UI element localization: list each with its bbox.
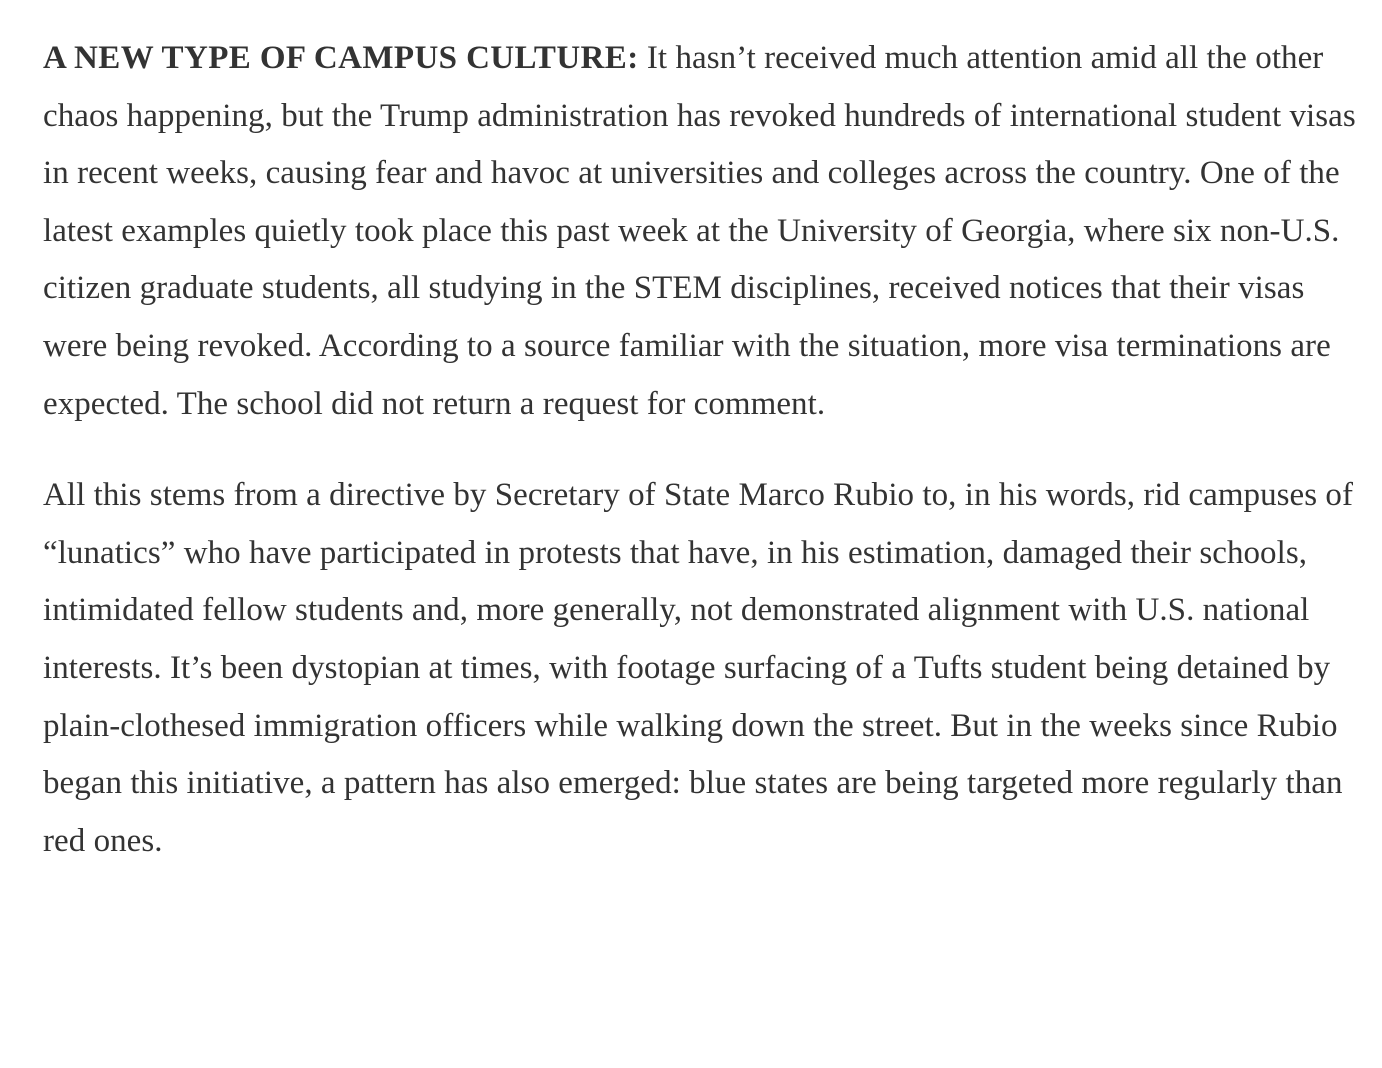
section-lead-heading: A NEW TYPE OF CAMPUS CULTURE: [43,40,639,76]
paragraph-rubio-directive [43,467,1363,870]
paragraph-campus-culture [43,30,1363,433]
paragraph-text: All this stems from a directive by Secretary of State Marco Rubio to, in his words, rid campuses of “lunatics” who have participated in protests that have, in his estimation, damaged their schools, intimidated fellow students and, more generally, not demonstrated alignment with U.S. national interests. It’s been dystopian at times, with footage surfacing of a Tufts student being detained by plain-clothesed immigration officers while walking down the street. But in the weeks since Rubio began this initiative, a pattern has also emerged: blue states are being targeted more regularly than red ones. [43,477,1354,859]
paragraph-text: It hasn’t received much attention amid all the other chaos happening, but the Trump administration has revoked hundreds of international student visas in recent weeks, causing fear and havoc at universities and colleges across the country. One of the latest examples quietly took place this past week at the University of Georgia, where six non-U.S. citizen graduate students, all studying in the STEM disciplines, received notices that their visas were being revoked. According to a source familiar with the situation, more visa terminations are expected. The school did not return a request for comment. [43,40,1356,422]
article-body [43,30,1363,870]
